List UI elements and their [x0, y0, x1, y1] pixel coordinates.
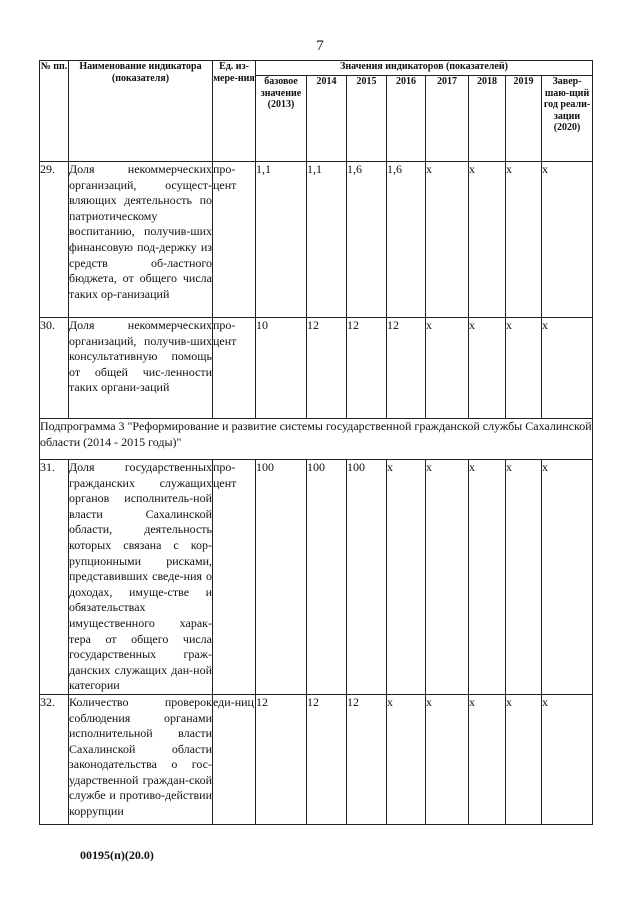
header-year-2017: 2017	[426, 76, 469, 162]
header-year-2018: 2018	[469, 76, 506, 162]
header-number: № пп.	[40, 61, 69, 162]
header-year-2016: 2016	[387, 76, 426, 162]
value-2015: 12	[347, 694, 387, 824]
header-year-2014: 2014	[307, 76, 347, 162]
subprogram-title: Подпрограмма 3 "Реформирование и развитие системы государственной гражданской службы Сахалинской области (2014 - 2015 годы)"	[40, 419, 593, 460]
indicator-name: Доля государственных гражданских служащих органов исполнитель-ной власти Сахалинской области, деятельность которых связана с кор-рупционными рисками, представивших сведе-ния о доходах, имуще-стве и обязательствах имущественного харак-тера от общего числа государственных граж-данских служащих дан-ной категории	[69, 460, 213, 695]
value-2019: x	[506, 318, 542, 419]
indicator-unit: про-цент	[213, 318, 256, 419]
indicator-unit: еди-ниц	[213, 694, 256, 824]
subprogram-row	[40, 419, 593, 460]
value-2019: x	[506, 162, 542, 318]
value-2019: x	[506, 694, 542, 824]
indicator-name: Доля некоммерческих организаций, получив-ших консультативную помощь от общей чис-ленности таких органи-заций	[69, 318, 213, 419]
header-unit: Ед. из-мере-ния	[213, 61, 256, 162]
value-final: x	[542, 162, 593, 318]
value-2018: x	[469, 460, 506, 695]
header-year-2019: 2019	[506, 76, 542, 162]
header-final-year: Завер-шаю-щий год реали-зации (2020)	[542, 76, 593, 162]
value-2017: x	[426, 694, 469, 824]
indicator-name: Доля некоммерческих организаций, осущест-вляющих деятельность по патриотическому воспитанию, получив-ших финансовую под-держку из средств об-ластного бюджета, от общего числа таких ор-ганизаций	[69, 162, 213, 318]
table-header-row	[40, 61, 593, 76]
value-base: 12	[256, 694, 307, 824]
header-indicator-name: Наименование индикатора (показателя)	[69, 61, 213, 162]
value-2015: 12	[347, 318, 387, 419]
value-2017: x	[426, 162, 469, 318]
value-base: 1,1	[256, 162, 307, 318]
value-2015: 100	[347, 460, 387, 695]
value-2018: x	[469, 694, 506, 824]
value-2015: 1,6	[347, 162, 387, 318]
value-2014: 1,1	[307, 162, 347, 318]
table-row	[40, 460, 593, 695]
indicator-unit: про-цент	[213, 162, 256, 318]
row-number: 32.	[40, 694, 69, 824]
value-base: 10	[256, 318, 307, 419]
table-row	[40, 162, 593, 318]
row-number: 30.	[40, 318, 69, 419]
value-2019: x	[506, 460, 542, 695]
value-2014: 12	[307, 318, 347, 419]
row-number: 29.	[40, 162, 69, 318]
value-2014: 100	[307, 460, 347, 695]
header-year-2015: 2015	[347, 76, 387, 162]
value-final: x	[542, 318, 593, 419]
row-number: 31.	[40, 460, 69, 695]
value-2014: 12	[307, 694, 347, 824]
value-2016: 12	[387, 318, 426, 419]
table-row	[40, 318, 593, 419]
page-number: 7	[316, 38, 324, 54]
indicators-table	[39, 60, 593, 825]
value-2016: x	[387, 694, 426, 824]
value-base: 100	[256, 460, 307, 695]
value-2017: x	[426, 460, 469, 695]
indicator-unit: про-цент	[213, 460, 256, 695]
header-base-value: базовое значение (2013)	[256, 76, 307, 162]
value-final: x	[542, 460, 593, 695]
table-row	[40, 694, 593, 824]
value-2016: 1,6	[387, 162, 426, 318]
header-values-group: Значения индикаторов (показателей)	[256, 61, 593, 76]
value-2017: x	[426, 318, 469, 419]
indicator-name: Количество проверок соблюдения органами исполнительной власти Сахалинской области законодательства о гос-ударственной граждан-ской службе и противо-действии коррупции	[69, 694, 213, 824]
value-2018: x	[469, 162, 506, 318]
value-2016: x	[387, 460, 426, 695]
value-final: x	[542, 694, 593, 824]
value-2018: x	[469, 318, 506, 419]
document-code: 00195(п)(20.0)	[80, 848, 154, 862]
